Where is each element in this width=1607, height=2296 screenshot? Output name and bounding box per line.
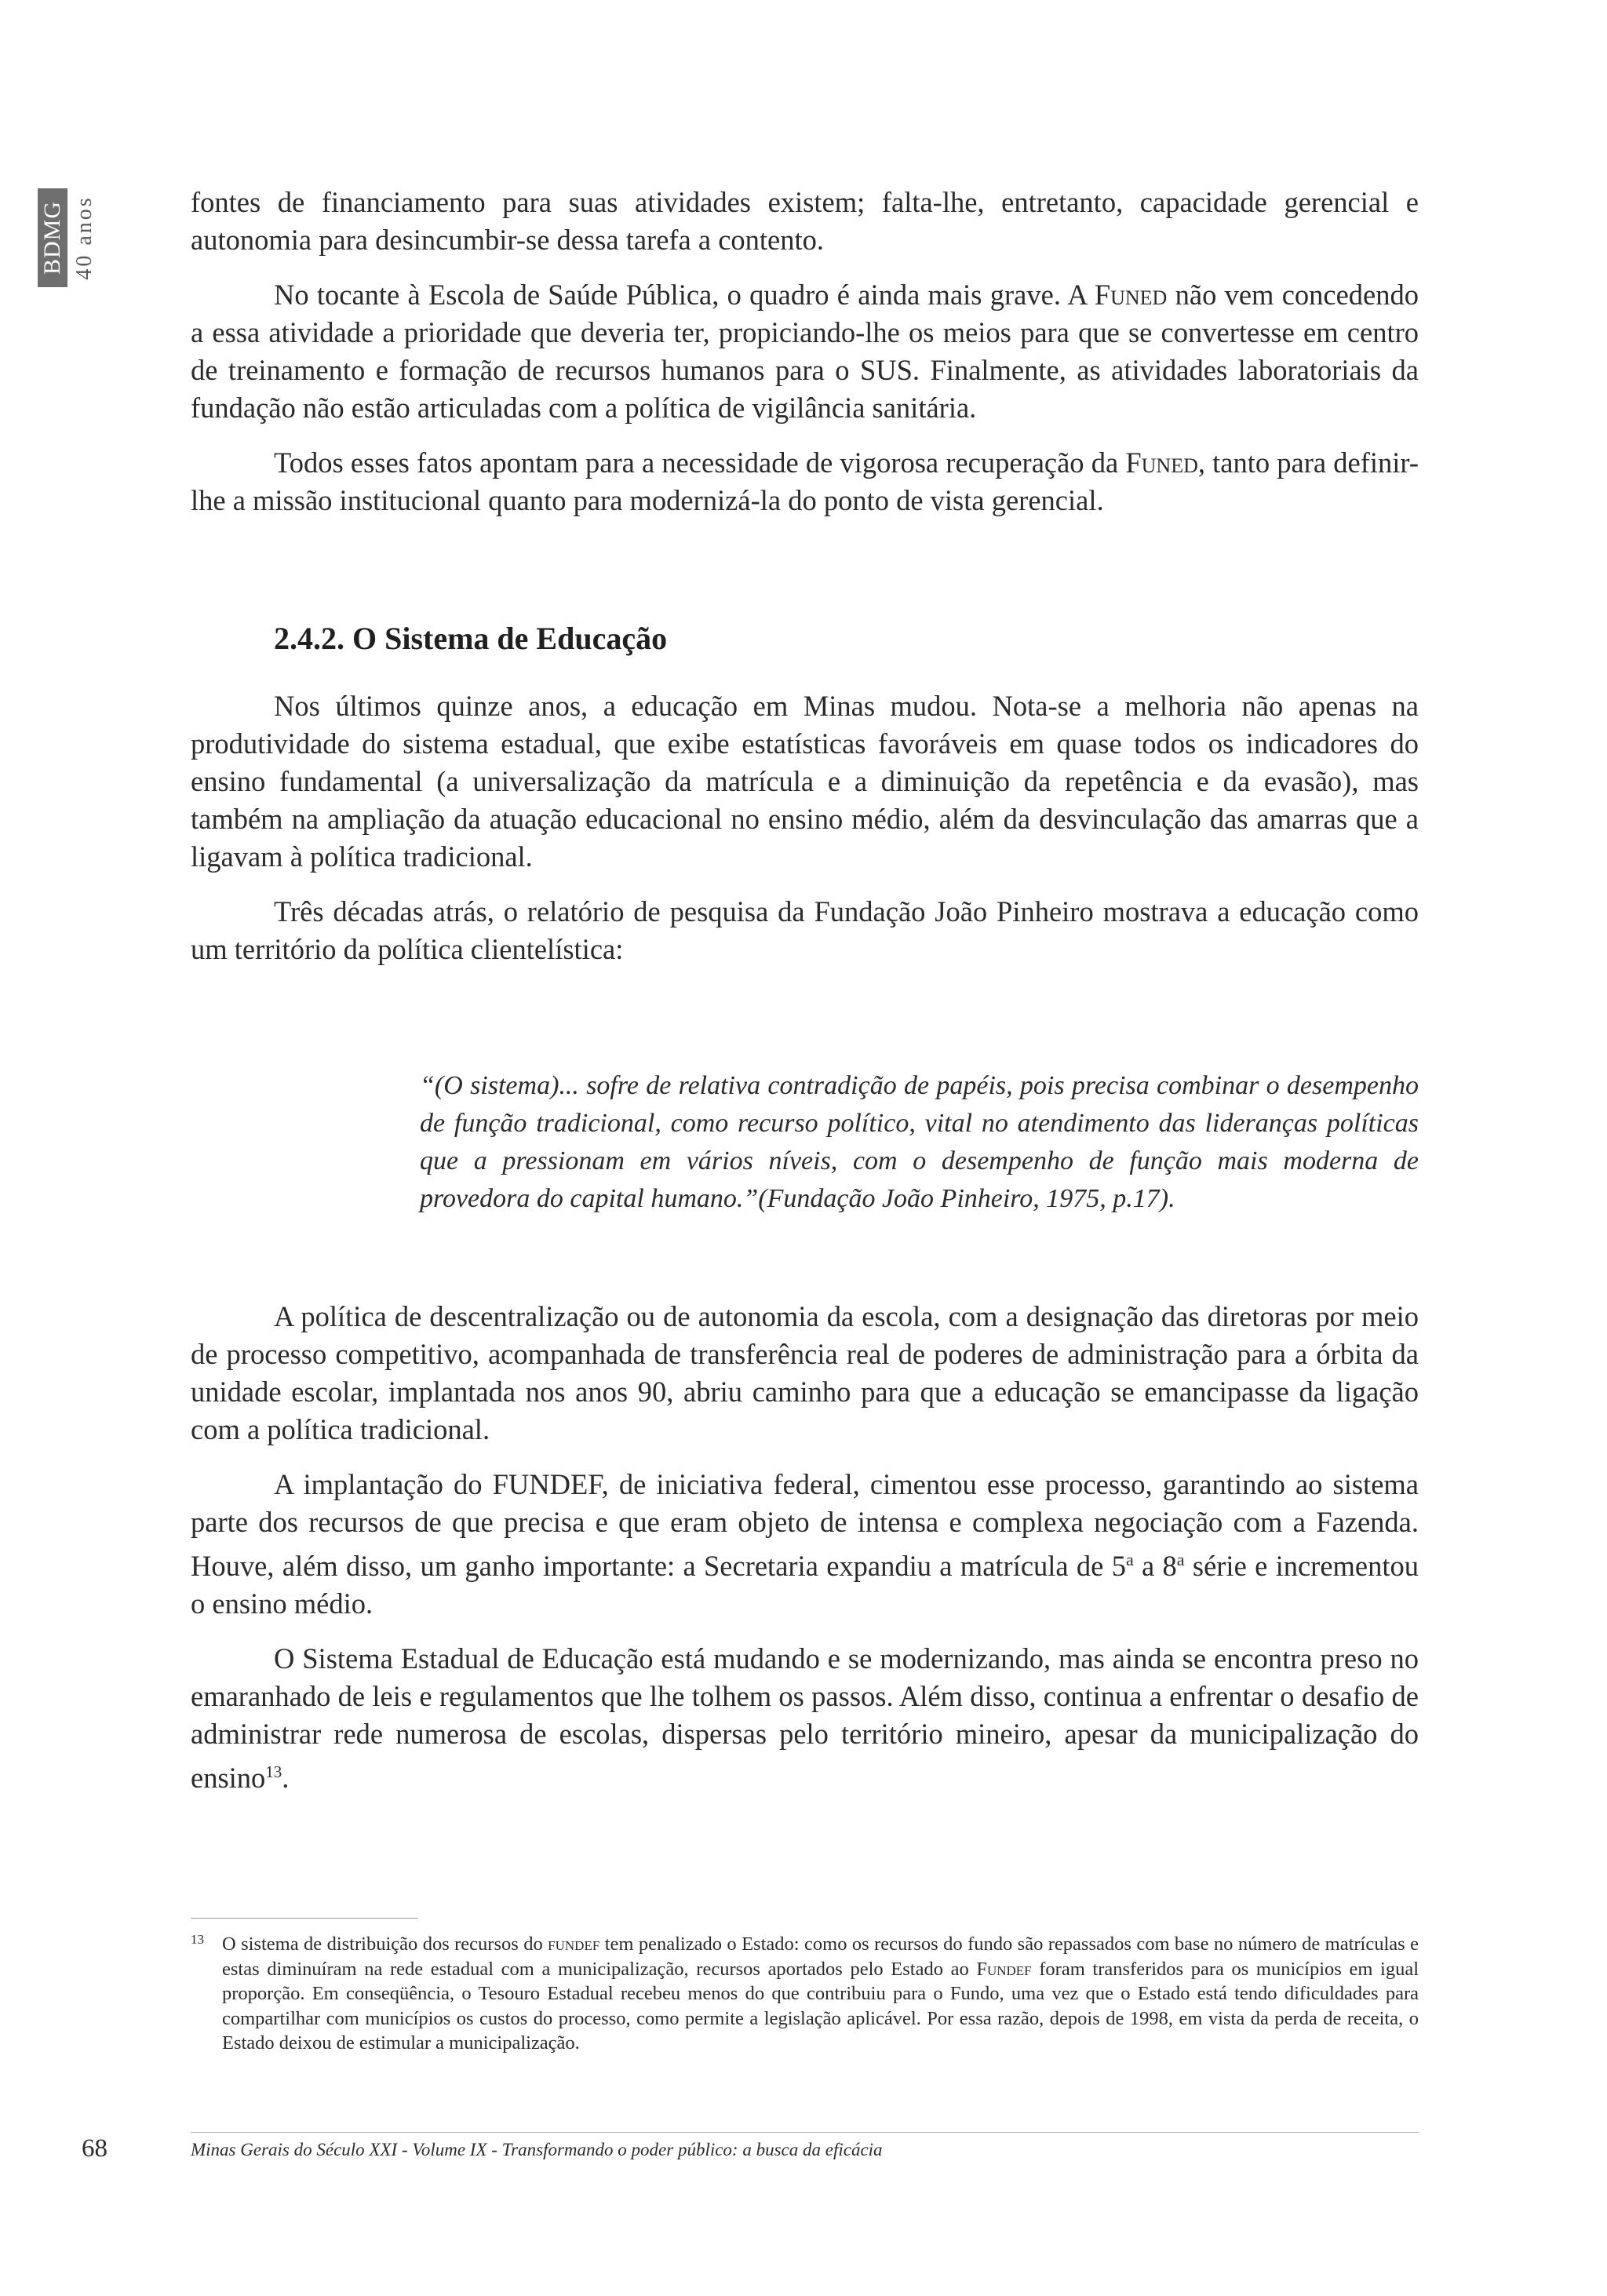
page-number: 68 — [82, 2134, 107, 2163]
anniversary-label-box — [69, 188, 100, 287]
paragraph-5: Três décadas atrás, o relatório de pesquisa da Fundação João Pinheiro mostrava a educação como um território da política clientelística: — [191, 895, 1419, 965]
section-heading: 2.4.2. O Sistema de Educação — [274, 621, 668, 656]
funed-acronym: Funed — [1125, 446, 1198, 479]
footer-divider — [191, 2132, 1419, 2133]
running-title: Minas Gerais do Século XXI - Volume IX - Transformando o poder público: a busca da eficácia — [191, 2140, 883, 2159]
footnote-number: 13 — [191, 1932, 204, 1947]
block-quote: “(O sistema)... sofre de relativa contradição de papéis, pois precisa combinar o desempenho de função tradicional, como recurso político, vital no atendimento das lideranças políticas que a pressionam em vários níveis, com o desempenho de função mais moderna de provedora do capital humano.”(Fundação João Pinheiro, 1975, p.17). — [420, 1071, 1419, 1213]
paragraph-2: No tocante à Escola de Saúde Pública, o quadro é ainda mais grave. A Funed não vem concedendo a essa atividade a prioridade que deveria ter, propiciando-lhe os meios para que se convertesse em centro de treinamento e formação de recursos humanos para o SUS. Finalmente, as atividades laboratoriais da fundação não estão articuladas com a política de vigilância sanitária. — [191, 279, 1419, 424]
footnote-13: 13 O sistema de distribuição dos recursos do fundef tem penalizado o Estado: como os recursos do fundo são repassados com base no número de matrículas e estas diminuíram na rede estadual com a municipalização, recursos aportados pelo Estado ao Fundef foram transferidos para os municípios em igual proporção. Em conseqüência, o Tesouro Estadual recebeu menos do que contribuiu para o Fundo, uma vez que o Estado está tendo dificuldades para compartilhar com municípios os custos do processo, como permite a legislação aplicável. Por essa razão, depois de 1998, em vista da perda de receita, o Estado deixou de estimular a municipalização. — [191, 1927, 1419, 2056]
paragraph-1: fontes de financiamento para suas atividades existem; falta-lhe, entretanto, capacidade gerencial e autonomia para desincumbir-se dessa tarefa a contento. — [191, 186, 1419, 256]
side-tab — [38, 188, 105, 287]
brand-label-box — [38, 188, 67, 287]
paragraph-6: A política de descentralização ou de autonomia da escola, com a designação das diretoras por meio de processo competitivo, acompanhada de transferência real de poderes de administração para a órbita da unidade escolar, implantada nos anos 90, abriu caminho para que a educação se emancipasse da ligação com a política tradicional. — [191, 1300, 1419, 1445]
anniversary-label: 40 anos — [72, 195, 97, 280]
paragraph-4: Nos últimos quinze anos, a educação em Minas mudou. Nota-se a melhoria não apenas na produtividade do sistema estadual, que exibe estatísticas favoráveis em quase todos os indicadores do ensino fundamental (a universalização da matrícula e a diminuição da repetência e da evasão), mas também na ampliação da atuação educacional no ensino médio, além da desvinculação das amarras que a ligavam à política tradicional. — [191, 690, 1419, 873]
footnote-divider — [191, 1918, 418, 1919]
footnote-reference[interactable]: 13 — [265, 1762, 282, 1782]
paragraph-3: Todos esses fatos apontam para a necessidade de vigorosa recuperação da Funed, tanto para definir-lhe a missão institucional quanto para modernizá-la do ponto de vista gerencial. — [191, 446, 1419, 516]
paragraph-7: A implantação do FUNDEF, de iniciativa federal, cimentou esse processo, garantindo ao sistema parte dos recursos de que precisa e que eram objeto de intensa e complexa negociação com a Fazenda. Houve, além disso, um ganho importante: a Secretaria expandiu a matrícula de 5$^a$ a 8$^a$ série e incrementou o ensino médio. — [191, 1468, 1419, 1620]
body-text-middle — [191, 687, 1419, 968]
funed-acronym: Funed — [1094, 279, 1168, 311]
body-text-bottom — [191, 1298, 1419, 1797]
brand-label: BDMG — [39, 200, 65, 275]
body-text-top — [191, 184, 1419, 519]
paragraph-8: O Sistema Estadual de Educação está mudando e se modernizando, mas ainda se encontra preso no emaranhado de leis e regulamentos que lhe tolhem os passos. Além disso, continua a enfrentar o desafio de administrar rede numerosa de escolas, dispersas pelo território mineiro, apesar da municipalização do ensino$^{13}$. — [191, 1642, 1419, 1795]
